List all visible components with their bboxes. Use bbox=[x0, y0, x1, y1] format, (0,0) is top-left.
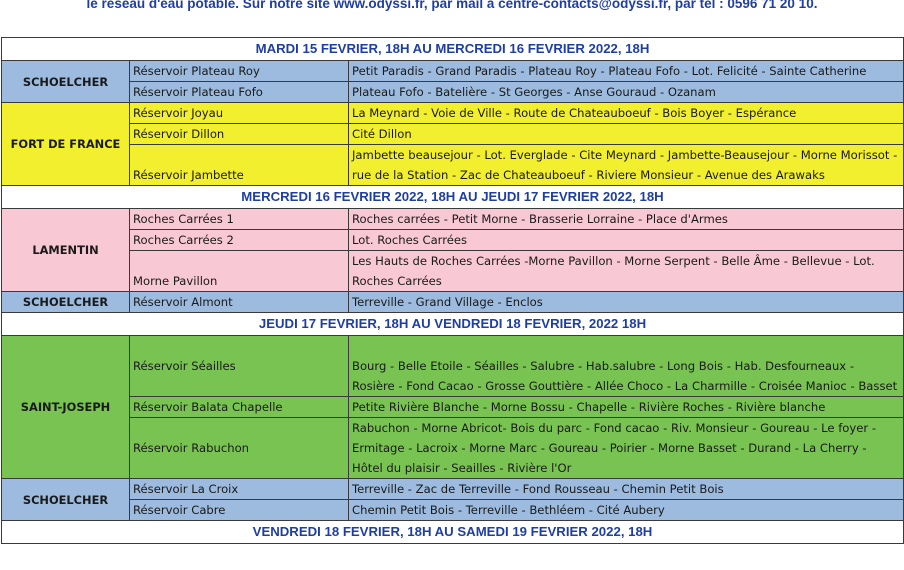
table-row bbox=[2, 418, 904, 479]
period-header-row bbox=[2, 313, 904, 336]
areas-cell: Rabuchon - Morne Abricot- Bois du parc - Fond cacao - Riv. Monsieur - Goureau - Le foyer - Ermitage - Lacroix - Morne Marc - Goureau - Poirier - Morne Basset - Durand - La Cherry - Hôtel du plaisir - Seailles - Rivière l'Or bbox=[349, 418, 904, 479]
town-cell: SAINT-JOSEPH bbox=[2, 336, 130, 479]
reservoir-cell: Réservoir Dillon bbox=[130, 124, 349, 145]
table-row bbox=[2, 230, 904, 251]
areas-cell: Plateau Fofo - Batelière - St Georges - Anse Gouraud - Ozanam bbox=[349, 82, 904, 103]
reservoir-cell: Roches Carrées 2 bbox=[130, 230, 349, 251]
reservoir-cell: Réservoir Balata Chapelle bbox=[130, 397, 349, 418]
table-row bbox=[2, 397, 904, 418]
reservoir-cell: Réservoir Rabuchon bbox=[130, 418, 349, 479]
table-row bbox=[2, 500, 904, 521]
reservoir-cell: Roches Carrées 1 bbox=[130, 209, 349, 230]
table-row bbox=[2, 251, 904, 292]
town-cell: SCHOELCHER bbox=[2, 479, 130, 521]
reservoir-cell: Réservoir Cabre bbox=[130, 500, 349, 521]
areas-cell: Petite Rivière Blanche - Morne Bossu - Chapelle - Rivière Roches - Rivière blanche bbox=[349, 397, 904, 418]
period-header: MERCREDI 16 FEVRIER 2022, 18H AU JEUDI 17 FEVRIER 2022, 18H bbox=[2, 186, 904, 209]
areas-cell: Bourg - Belle Etoile - Séailles - Salubre - Hab.salubre - Long Bois - Hab. Desfourneaux - Rosière - Fond Cacao - Grosse Gouttière - Allée Choco - La Charmille - Croisée Manioc - Basset bbox=[349, 336, 904, 397]
areas-cell: Les Hauts de Roches Carrées -Morne Pavillon - Morne Serpent - Belle Âme - Bellevue - Lot. Roches Carrées bbox=[349, 251, 904, 292]
reservoir-cell: Réservoir Almont bbox=[130, 292, 349, 313]
town-cell: LAMENTIN bbox=[2, 209, 130, 292]
areas-cell: Chemin Petit Bois - Terreville - Bethléem - Cité Aubery bbox=[349, 500, 904, 521]
table-row bbox=[2, 145, 904, 186]
town-cell: SCHOELCHER bbox=[2, 61, 130, 103]
areas-cell: Roches carrées - Petit Morne - Brasserie Lorraine - Place d'Armes bbox=[349, 209, 904, 230]
table-row bbox=[2, 336, 904, 397]
period-header: MARDI 15 FEVRIER, 18H AU MERCREDI 16 FEVRIER 2022, 18H bbox=[2, 38, 904, 61]
town-cell: SCHOELCHER bbox=[2, 292, 130, 313]
areas-cell: Petit Paradis - Grand Paradis - Plateau Roy - Plateau Fofo - Lot. Felicité - Sainte Catherine bbox=[349, 61, 904, 82]
water-cut-schedule-table bbox=[1, 37, 904, 544]
areas-cell: Jambette beausejour - Lot. Everglade - Cite Meynard - Jambette-Beausejour - Morne Morissot - rue de la Station - Zac de Chateauboeuf - Riviere Monsieur - Avenue des Arawaks bbox=[349, 145, 904, 186]
reservoir-cell: Réservoir Séailles bbox=[130, 336, 349, 397]
table-row bbox=[2, 124, 904, 145]
table-row bbox=[2, 103, 904, 124]
table-row bbox=[2, 82, 904, 103]
areas-cell: La Meynard - Voie de Ville - Route de Chateauboeuf - Bois Boyer - Espérance bbox=[349, 103, 904, 124]
areas-cell: Terreville - Zac de Terreville - Fond Rousseau - Chemin Petit Bois bbox=[349, 479, 904, 500]
areas-cell: Lot. Roches Carrées bbox=[349, 230, 904, 251]
reservoir-cell: Réservoir Plateau Fofo bbox=[130, 82, 349, 103]
table-row bbox=[2, 292, 904, 313]
town-cell: FORT DE FRANCE bbox=[2, 103, 130, 186]
reservoir-cell: Morne Pavillon bbox=[130, 251, 349, 292]
period-header-row bbox=[2, 521, 904, 544]
areas-cell: Terreville - Grand Village - Enclos bbox=[349, 292, 904, 313]
period-header: JEUDI 17 FEVRIER, 18H AU VENDREDI 18 FEVRIER, 2022 18H bbox=[2, 313, 904, 336]
period-header-row bbox=[2, 186, 904, 209]
reservoir-cell: Réservoir La Croix bbox=[130, 479, 349, 500]
table-row bbox=[2, 61, 904, 82]
table-row bbox=[2, 479, 904, 500]
intro-text: le réseau d'eau potable. Sur notre site www.odyssi.fr, par mail à centre-contacts@odyssi.fr, par tel : 0596 71 20 10. bbox=[86, 0, 818, 11]
period-header-row bbox=[2, 38, 904, 61]
reservoir-cell: Réservoir Joyau bbox=[130, 103, 349, 124]
areas-cell: Cité Dillon bbox=[349, 124, 904, 145]
period-header: VENDREDI 18 FEVRIER, 18H AU SAMEDI 19 FEVRIER 2022, 18H bbox=[2, 521, 904, 544]
table-row bbox=[2, 209, 904, 230]
reservoir-cell: Réservoir Jambette bbox=[130, 145, 349, 186]
reservoir-cell: Réservoir Plateau Roy bbox=[130, 61, 349, 82]
